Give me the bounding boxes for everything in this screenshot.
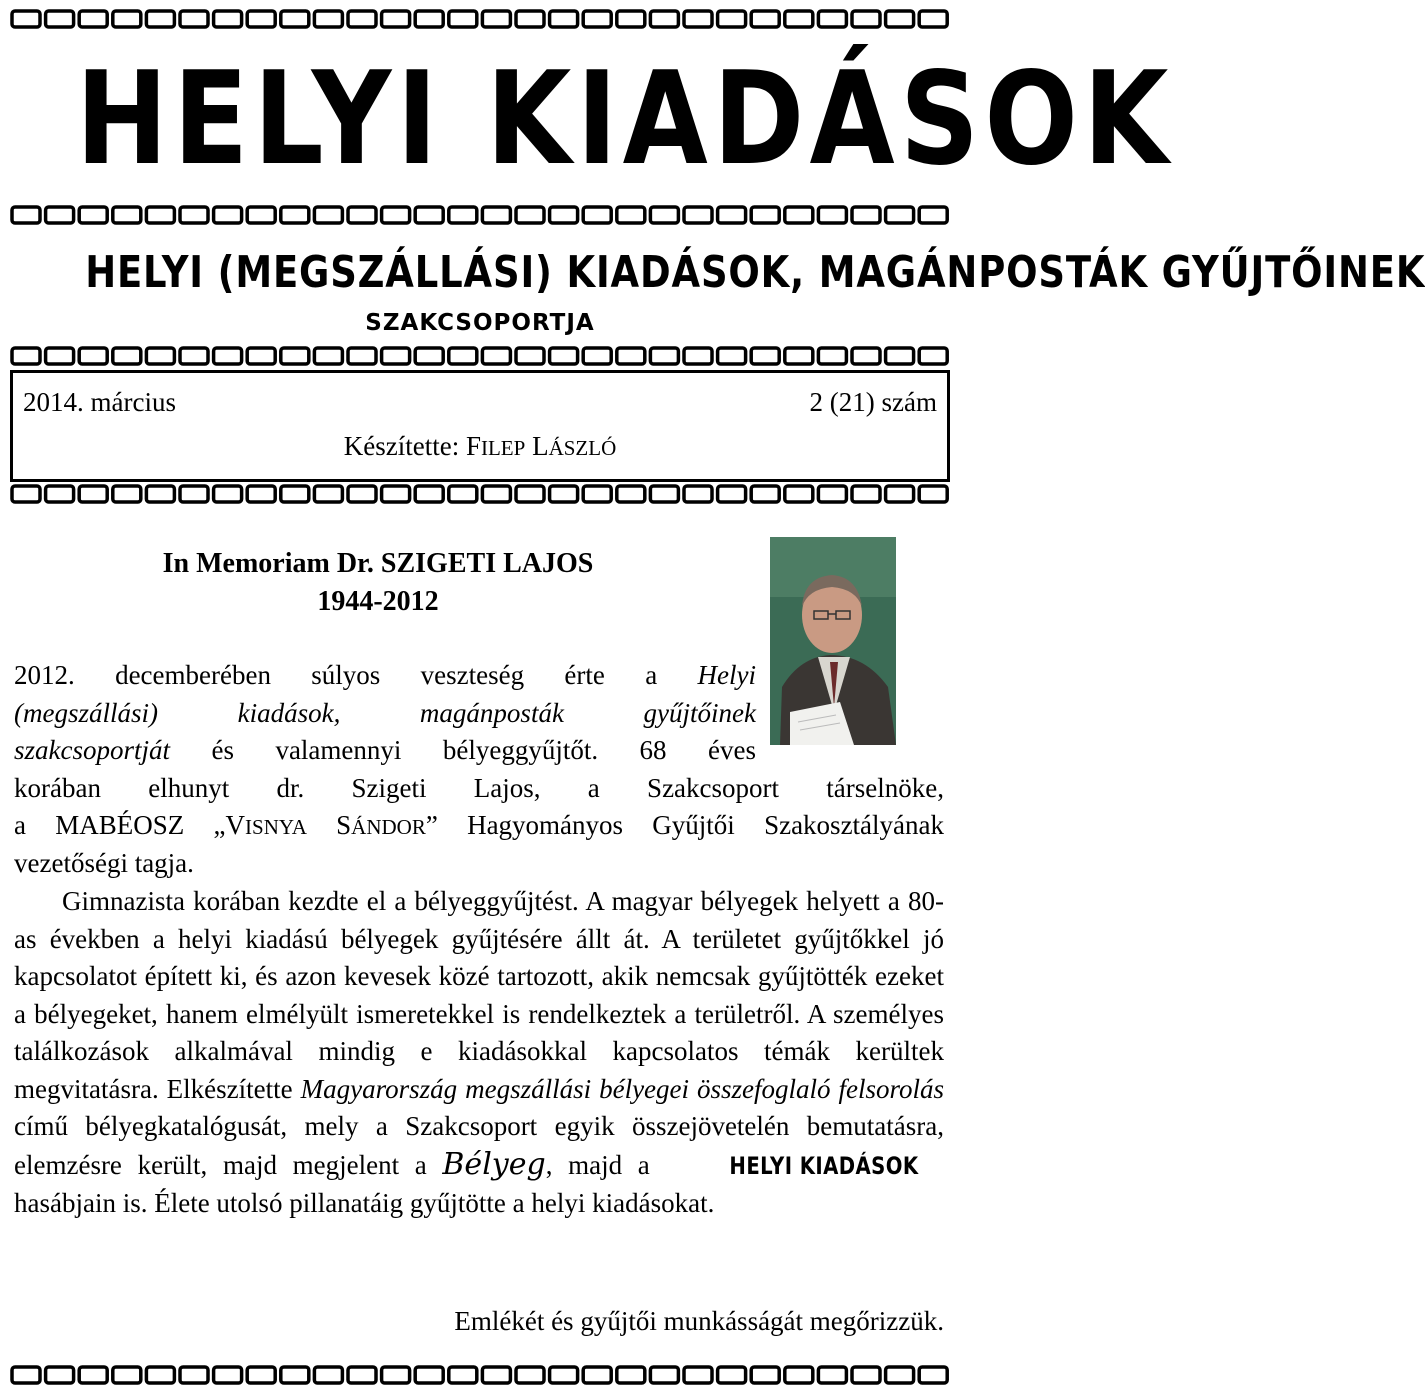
portrait-photo [770,537,896,745]
masthead-subtitle: HELYI (MEGSZÁLLÁSI) KIADÁSOK, MAGÁNPOSTÁK GYŰJTŐINEK [85,247,1425,298]
p2-text-2: című bélyegkatalógusát, mely a Szakcsoport egyik összejövetelén bemutatásra, elemzésre került, majd megjelent a [14,1111,944,1180]
author-last-initial: L [532,431,549,461]
author-last-rest: ÁSZLÓ [548,436,617,460]
issue-info-box [10,370,950,482]
issue-date: 2014. március [23,387,176,417]
masthead-subtitle-2: SZAKCSOPORTJA [365,310,595,336]
chain-border-bottom [10,1364,950,1386]
helyi-kiadasok-logo: HELYI KIADÁSOK [729,1151,919,1180]
chain-border-top [10,8,950,30]
masthead-title: HELYI KIADÁSOK [75,45,1174,194]
p1-l5-s2: ÁNDOR [351,815,426,839]
closing-line: Emlékét és gyűjtői munkásságát megőrizzük. [454,1306,944,1336]
chain-border-mid2 [10,345,950,367]
author-first-rest: ILEP [480,436,526,460]
p1-l3-italic: szakcsoportját [14,735,171,765]
p2-text-3: , majd a [545,1149,666,1180]
p2-body [14,883,944,1223]
issue-number: 2 (21) szám [809,387,937,417]
p2-text-1: Gimnazista korában kezdte el a bélyeggyűjtést. A magyar bélyegek helyett a 80-as években a helyi kiadású bélyegek gyűjtésére állt át. A területet gyűjtőkkel jó kapcsolatot épített ki, és azon kevesek közé tartozott, akik nemcsak gyűjtötték ezeket a bélyegeket, hanem elmélyült ismeretekkel is rendelkeztek a területről. A személyes találkozások alkalmával mindig e kiadásokkal kapcsolatos témák kerültek megvitatásra. Elkészítette [14,886,944,1104]
p1-l5-v2: ISNYA [245,815,307,839]
chain-border-lower [10,483,950,505]
p1-l5-s1: S [336,810,352,840]
p1-l3-text: és valamennyi bélyeggyűjtőt. 68 éves [170,735,756,765]
p1-line-5 [14,807,944,847]
p1-line-1 [14,657,756,695]
article-years: 1944-2012 [317,586,439,617]
article-heading: In Memoriam Dr. SZIGETI LAJOS [162,548,594,579]
p2-text-4: hasábjain is. Élete utolsó pillanatáig gyűjtötte a helyi kiadásokat. [14,1188,715,1218]
p1-l1-italic: Helyi [697,660,756,690]
author-first-initial: F [465,431,481,461]
p1-line-2 [14,695,756,733]
p2-catalogue-title: Magyarország megszállási bélyegei összefoglaló felsorolás [300,1073,945,1104]
belyeg-logo: Bélyeg [442,1146,546,1182]
p1-line-6: vezetőségi tagja. [14,848,194,878]
p1-line-4: korában elhunyt dr. Szigeti Lajos, a Szakcsoport társelnöke, [14,773,944,803]
p1-l5-a: a MABÉOSZ „ [14,810,226,840]
p1-l5-v1: V [225,810,246,840]
author-line [13,431,947,462]
p1-l5-b: ” Hagyományos Gyűjtői Szakosztályának [425,810,945,840]
author-prefix: Készítette: [343,431,466,461]
chain-border-mid [10,204,950,226]
p1-l1-text: 2012. decemberében súlyos veszteség érte a [14,660,698,690]
p1-line-3 [14,732,756,770]
p1-l2-italic: (megszállási) kiadások, magánposták gyűjtőinek [14,698,756,728]
